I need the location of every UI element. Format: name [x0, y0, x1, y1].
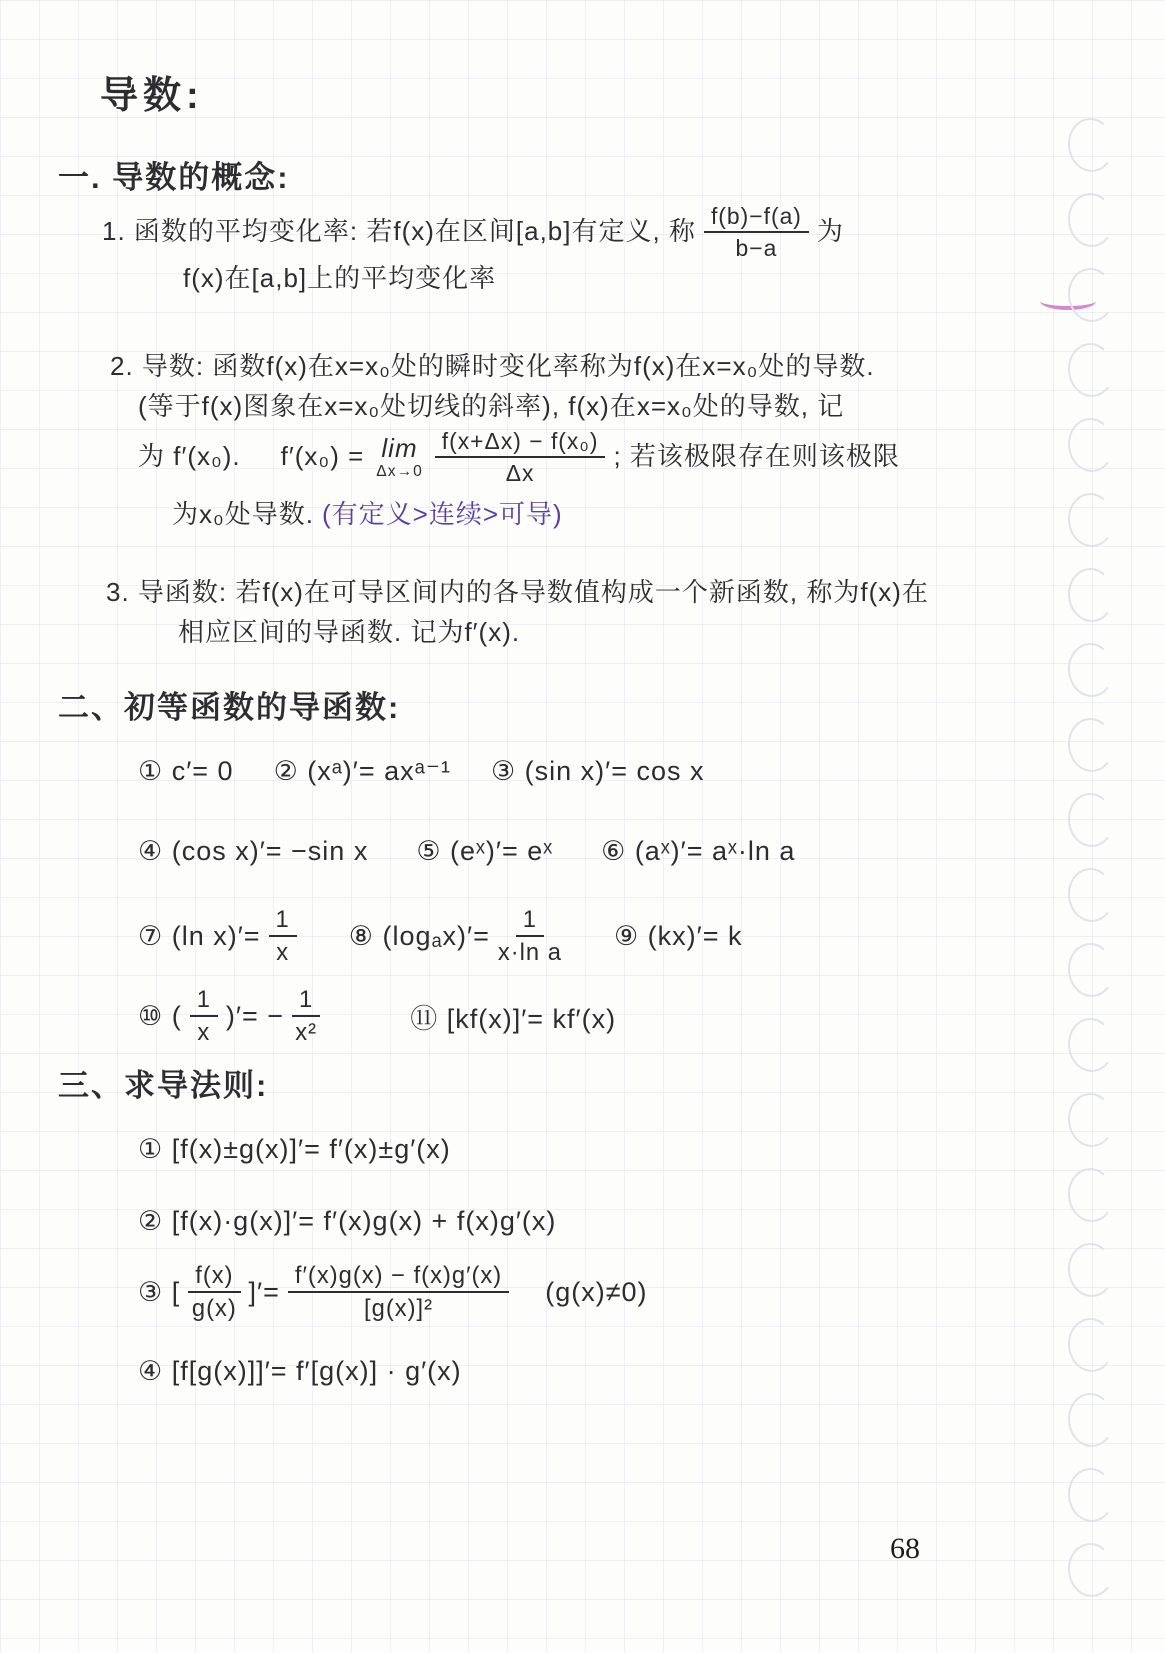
fraction-numerator: 1 — [190, 986, 218, 1017]
binding-hole — [1065, 266, 1116, 325]
derivative-notation-text: 为 f′(x₀). — [138, 441, 241, 472]
quotient-rhs-fraction — [288, 1262, 509, 1323]
formula-log-fraction — [498, 906, 562, 967]
formula-power: ② (xᵃ)′= axᵃ⁻¹ — [273, 756, 451, 786]
binding-hole — [1065, 716, 1116, 775]
rule-chain: ④ [f[g(x)]]′= f′[g(x)] · g′(x) — [138, 1356, 462, 1386]
binding-hole — [1065, 866, 1116, 925]
avg-rate-fraction — [704, 203, 809, 262]
fraction-denominator: x² — [295, 1019, 318, 1047]
lim-symbol: lim — [381, 433, 418, 463]
avg-rate-text-post: 为 — [816, 216, 844, 247]
page-number: 68 — [890, 1532, 920, 1565]
fraction-numerator: 1 — [269, 906, 297, 937]
section-1-heading: 一. 导数的概念: — [58, 160, 290, 195]
binding-hole — [1065, 1391, 1116, 1450]
rule-quotient-mid: ]′= — [248, 1276, 280, 1307]
binding-hole — [1065, 1466, 1116, 1525]
binding-hole — [1065, 416, 1116, 475]
derivative-function-line-1: 3. 导函数: 若f(x)在可导区间内的各导数值构成一个新函数, 称为f(x)在 — [106, 577, 929, 607]
binding-hole — [1065, 341, 1116, 400]
fraction-numerator: f(b)−f(a) — [704, 203, 809, 233]
fraction-numerator: f(x+Δx) − f(x₀) — [435, 428, 606, 458]
binding-hole — [1065, 491, 1116, 550]
fraction-numerator: f′(x)g(x) − f(x)g′(x) — [288, 1262, 509, 1293]
formula-row-3 — [138, 906, 742, 967]
formula-cos: ④ (cos x)′= −sin x — [138, 836, 369, 866]
reciprocal-rhs-fraction — [292, 986, 320, 1047]
section-2-heading: 二、初等函数的导函数: — [58, 690, 401, 725]
fraction-denominator: g(x) — [191, 1295, 237, 1323]
section-3-heading: 三、求导法则: — [58, 1068, 269, 1103]
avg-rate-line-2: f(x)在[a,b]上的平均变化率 — [183, 263, 497, 293]
formula-exp-a: ⑥ (aˣ)′= aˣ·ln a — [601, 836, 796, 866]
formula-row-2 — [138, 836, 795, 867]
binding-hole — [1065, 566, 1116, 625]
binding-hole — [1065, 941, 1116, 1000]
formula-c: ① c′= 0 — [138, 756, 234, 786]
fraction-numerator: 1 — [292, 986, 320, 1017]
avg-rate-line-1 — [102, 203, 844, 262]
fraction-denominator: x·ln a — [497, 939, 562, 967]
lim-subscript: Δx→0 — [376, 463, 423, 480]
binding-hole — [1065, 1166, 1116, 1225]
formula-sin: ③ (sin x)′= cos x — [490, 756, 705, 786]
formula-reciprocal-open: ⑩ ( — [138, 1000, 182, 1031]
rule-quotient — [138, 1262, 648, 1323]
binding-hole — [1065, 641, 1116, 700]
formula-reciprocal — [138, 986, 320, 1047]
rule-quotient-condition: (g(x)≠0) — [545, 1276, 648, 1307]
formula-kx: ⑨ (kx)′= k — [613, 920, 743, 951]
fraction-numerator: f(x) — [188, 1262, 240, 1293]
derivative-def-line-2: (等于f(x)图象在x=x₀处切线的斜率), f(x)在x=x₀处的导数, 记 — [138, 391, 845, 421]
binding-hole — [1065, 1241, 1116, 1300]
binding-hole — [1065, 116, 1116, 175]
difference-quotient-fraction — [435, 428, 606, 487]
formula-kf: ⑪ [kf(x)]′= kf′(x) — [410, 1003, 617, 1034]
binding-hole — [1065, 1316, 1116, 1375]
limit-exists-text: ; 若该极限存在则该极限 — [613, 441, 900, 472]
derivative-at-point-text: 为x₀处导数. — [172, 499, 315, 529]
formula-row-1 — [138, 756, 705, 787]
derivative-limit-line — [138, 428, 900, 487]
rule-sum: ① [f(x)±g(x)]′= f′(x)±g′(x) — [138, 1134, 451, 1164]
formula-log — [349, 906, 562, 967]
fraction-numerator: 1 — [516, 906, 544, 937]
limit-operator — [376, 435, 422, 480]
fraction-denominator: Δx — [505, 460, 535, 487]
fraction-denominator: [g(x)]² — [364, 1295, 434, 1323]
rule-product: ② [f(x)·g(x)]′= f′(x)g(x) + f(x)g′(x) — [138, 1206, 557, 1236]
reciprocal-lhs-fraction — [190, 986, 218, 1047]
formula-exp: ⑤ (eˣ)′= eˣ — [416, 836, 554, 866]
formula-log-lhs: ⑧ (logₐx)′= — [348, 920, 490, 951]
binding-hole — [1065, 1091, 1116, 1150]
formula-reciprocal-mid: )′= − — [225, 1000, 285, 1031]
fraction-denominator: x — [276, 939, 290, 967]
limit-lhs: f′(x₀) = — [280, 441, 365, 472]
fraction-denominator: b−a — [735, 235, 778, 262]
binding-hole — [1065, 1541, 1116, 1600]
binding-hole — [1065, 191, 1116, 250]
binding-hole — [1065, 791, 1116, 850]
formula-ln-fraction — [269, 906, 297, 967]
avg-rate-text-pre: 1. 函数的平均变化率: 若f(x)在区间[a,b]有定义, 称 — [102, 216, 696, 247]
fraction-denominator: x — [197, 1019, 211, 1047]
binding-hole — [1065, 1016, 1116, 1075]
page-title: 导数: — [100, 75, 204, 117]
formula-row-4 — [138, 986, 616, 1047]
derivative-def-line-4 — [172, 498, 563, 532]
derivative-function-line-2: 相应区间的导函数. 记为f′(x). — [178, 617, 521, 647]
rule-quotient-open: ③ [ — [138, 1276, 181, 1307]
formula-ln-lhs: ⑦ (ln x)′= — [138, 920, 261, 951]
formula-ln — [138, 906, 297, 967]
implication-note: (有定义>连续>可导) — [322, 499, 563, 529]
quotient-lhs-fraction — [188, 1262, 240, 1323]
derivative-def-line-1: 2. 导数: 函数f(x)在x=x₀处的瞬时变化率称为f(x)在x=x₀处的导数. — [110, 351, 875, 381]
